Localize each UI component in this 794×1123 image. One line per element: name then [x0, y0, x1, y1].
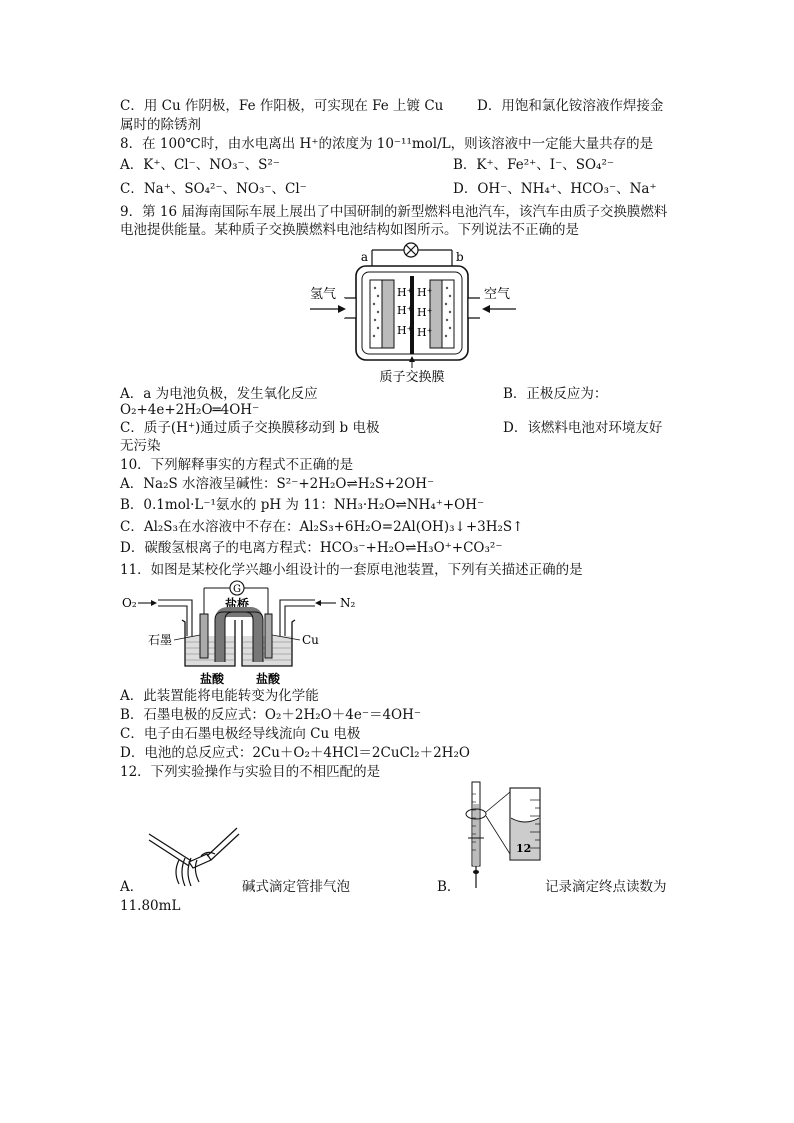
q10-option-b: B．0.1mol·L⁻¹氨水的 pH 为 11：NH₃·H₂O⇌NH₄⁺+OH⁻	[120, 497, 485, 513]
q8-option-b: B．K⁺、Fe²⁺、I⁻、SO₄²⁻	[453, 157, 615, 173]
right-hcl-label: 盐酸	[256, 672, 281, 686]
q10-option-a: A．Na₂S 水溶液呈碱性：S²⁻+2H₂O⇌H₂S+2OH⁻	[120, 476, 435, 492]
o2-label: O₂	[122, 596, 137, 610]
q7-option-d: D．用饱和氯化铵溶液作焊接金	[477, 98, 664, 114]
galvanometer-label: G	[233, 584, 241, 595]
q7-option-c: C．用 Cu 作阴极，Fe 作阳极，可实现在 Fe 上镀 Cu	[120, 98, 444, 114]
right-gas-label: 空气	[484, 287, 511, 302]
electrode-label-a: a	[360, 250, 368, 264]
proton-label: H⁺	[417, 286, 433, 299]
q11-option-a: A．此装置能将电能转变为化学能	[120, 688, 319, 704]
q10-option-c: C．Al₂S₃在水溶液中不存在：Al₂S₃+6H₂O=2Al(OH)₃↓+3H₂S↑	[120, 519, 524, 535]
q10-stem: 10．下列解释事实的方程式不正确的是	[120, 457, 354, 473]
q11-option-b: B．石墨电极的反应式：O₂＋2H₂O＋4e⁻＝4OH⁻	[120, 707, 422, 723]
cathode-electrode	[442, 280, 454, 348]
right-inlet-arrow	[482, 305, 516, 313]
graphite-label: 石墨	[148, 633, 173, 647]
q7-option-d-continued: 属时的除锈剂	[120, 117, 201, 133]
anode-electrode	[370, 280, 382, 348]
electrode-label-b: b	[456, 250, 464, 264]
cu-label: Cu	[302, 633, 319, 647]
q8-option-a: A．K⁺、Cl⁻、NO₃⁻、S²⁻	[120, 157, 280, 173]
burette-scale-label: 12	[516, 842, 532, 855]
q11-stem: 11．如图是某校化学兴趣小组设计的一套原电池装置，下列有关描述正确的是	[120, 562, 583, 578]
q8-stem: 8．在 100℃时，由水电离出 H⁺的浓度为 10⁻¹¹mol/L，则该溶液中一定能大量共存的是	[120, 136, 654, 152]
proton-label: H⁺	[397, 324, 413, 337]
q10-option-d: D．碳酸氢根离子的电离方程式：HCO₃⁻+H₂O⇌H₃O⁺+CO₃²⁻	[120, 540, 503, 556]
galvanic-cell-diagram	[120, 580, 370, 688]
graphite-electrode	[200, 614, 208, 658]
n2-label: N₂	[340, 596, 356, 610]
q9-option-a: A．a 为电池负极，发生氧化反应	[120, 386, 318, 402]
left-gas-label: 氢气	[310, 287, 337, 302]
proton-label: H⁺	[417, 326, 433, 339]
proton-label: H⁺	[417, 306, 433, 319]
proton-label: H⁺	[397, 286, 413, 299]
q9-option-b-continued: O₂+4e+2H₂O═4OH⁻	[120, 402, 260, 418]
q12-option-a-letter: A．	[120, 879, 144, 895]
q8-option-d: D．OH⁻、NH₄⁺、HCO₃⁻、Na⁺	[453, 181, 657, 197]
q9-stem-line2: 电池提供能量。某种质子交换膜燃料电池结构如图所示。下列说法不正确的是	[120, 222, 579, 238]
q9-stem-line1: 9．第 16 届海南国际车展上展出了中国研制的新型燃料电池汽车，该汽车由质子交换膜燃料	[120, 204, 668, 220]
q12-option-a-text: 碱式滴定管排气泡	[242, 879, 350, 895]
burette-reading-figure	[458, 778, 548, 896]
left-hcl-label: 盐酸	[200, 672, 225, 686]
burette-bubble-figure	[145, 826, 240, 888]
q12-option-b-continued: 11.80mL	[120, 898, 181, 914]
n2-inlet-arrow	[315, 600, 336, 606]
q11-option-d: D．电池的总反应式：2Cu＋O₂＋4HCl＝2CuCl₂＋2H₂O	[120, 745, 470, 761]
fuel-cell-diagram	[308, 238, 528, 384]
proton-label: H⁺	[397, 304, 413, 317]
o2-inlet-arrow	[138, 600, 157, 606]
lamp-icon	[404, 243, 418, 257]
membrane-label: 质子交换膜	[379, 370, 445, 384]
q12-option-b-letter: B．	[437, 879, 461, 895]
q12-option-b-text: 记录滴定终点读数为	[545, 879, 667, 895]
q11-option-c: C．电子由石墨电极经导线流向 Cu 电极	[120, 726, 361, 742]
q12-stem: 12．下列实验操作与实验目的不相匹配的是	[120, 764, 381, 780]
q9-option-c: C．质子(H⁺)通过质子交换膜移动到 b 电极	[120, 420, 380, 436]
q9-option-d-continued: 无污染	[120, 438, 161, 454]
q9-option-b: B．正极反应为：	[503, 386, 608, 402]
salt-bridge-label: 盐桥	[224, 597, 250, 611]
q8-option-c: C．Na⁺、SO₄²⁻、NO₃⁻、Cl⁻	[120, 181, 307, 197]
q9-option-d: D．该燃料电池对环境友好	[503, 420, 663, 436]
copper-electrode	[265, 614, 272, 658]
left-inlet-arrow	[310, 305, 346, 313]
